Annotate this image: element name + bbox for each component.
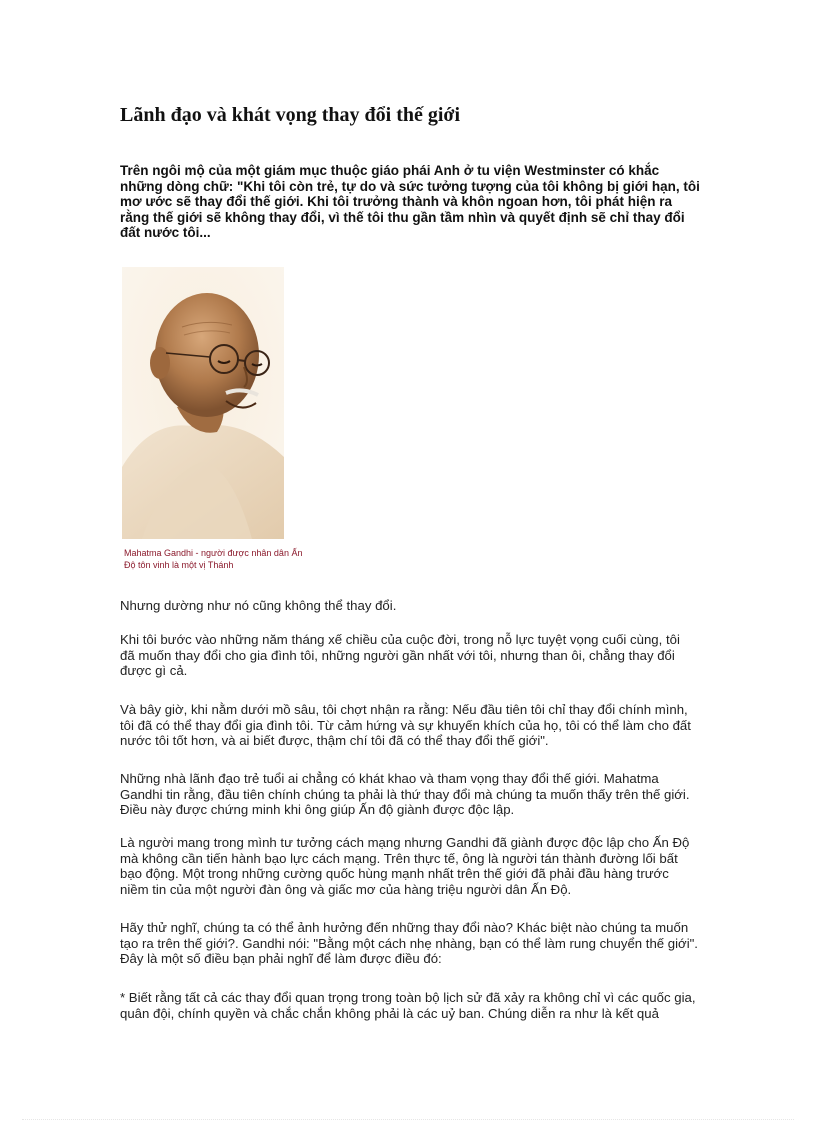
body-paragraph-5: Là người mang trong mình tư tưởng cách mạng nhưng Gandhi đã giành được độc lập cho Ấn Độ mà không cần tiến hành bạo lực cách mạng. Trên thực tế, ông là người tán thành đường lối bất bạo động. Một trong những cường quốc hùng mạnh nhất trên thế giới đã phải đầu hàng trước niềm tin của một người đàn ông và giấc mơ của hàng triệu người dân Ấn Độ. (120, 835, 690, 897)
body-paragraph-2: Khi tôi bước vào những năm tháng xế chiều của cuộc đời, trong nỗ lực tuyệt vọng cuối cùng, tôi đã muốn thay đổi cho gia đình tôi, những người gần nhất với tôi, nhưng than ôi, chẳng thay đổi được gì cả. (120, 632, 680, 679)
article-title: Lãnh đạo và khát vọng thay đổi thế giới (120, 104, 461, 126)
intro-paragraph: Trên ngôi mộ của một giám mục thuộc giáo phái Anh ở tu viện Westminster có khắc những dòng chữ: "Khi tôi còn trẻ, tự do và sức tưởng tượng của tôi không bị giới hạn, tôi mơ ước sẽ thay đổi thế giới. Khi tôi trưởng thành và khôn ngoan hơn, tôi phát hiện ra rằng thế giới sẽ không thay đổi, vì thế tôi thu gần tầm nhìn và quyết định sẽ chỉ thay đổi đất nước tôi... (120, 163, 700, 240)
body-paragraph-7: * Biết rằng tất cả các thay đổi quan trọng trong toàn bộ lịch sử đã xảy ra không chỉ vì các quốc gia, quân đội, chính quyền và chắc chắn không phải là các uỷ ban. Chúng diễn ra như là kết quả (120, 990, 696, 1021)
body-paragraph-3: Và bây giờ, khi nằm dưới mồ sâu, tôi chợt nhận ra rằng: Nếu đầu tiên tôi chỉ thay đổi chính mình, tôi đã có thể thay đổi gia đình tôi. Từ cảm hứng và sự khuyến khích của họ, tôi có thể làm cho đất nước tôi tốt hơn, và ai biết được, thậm chí tôi đã có thể thay đổi thế giới". (120, 702, 691, 749)
photo-caption: Mahatma Gandhi - người được nhân dân Ấn Độ tôn vinh là một vị Thánh (124, 548, 303, 570)
body-paragraph-4: Những nhà lãnh đạo trẻ tuổi ai chẳng có khát khao và tham vọng thay đổi thế giới. Mahatma Gandhi tin rằng, đầu tiên chính chúng ta phải là thứ thay đổi mà chúng ta muốn thấy trên thế giới. Điều này được chứng minh khi ông giúp Ấn độ giành được độc lập. (120, 771, 690, 818)
gandhi-photo (122, 267, 284, 539)
body-paragraph-6: Hãy thử nghĩ, chúng ta có thể ảnh hưởng đến những thay đổi nào? Khác biệt nào chúng ta muốn tạo ra trên thế giới?. Gandhi nói: "Bằng một cách nhẹ nhàng, bạn có thể làm rung chuyển thế giới". Đây là một số điều bạn phải nghĩ để làm được điều đó: (120, 920, 698, 967)
body-paragraph-1: Nhưng dường như nó cũng không thể thay đổi. (120, 598, 397, 613)
page-bottom-divider (22, 1119, 794, 1120)
